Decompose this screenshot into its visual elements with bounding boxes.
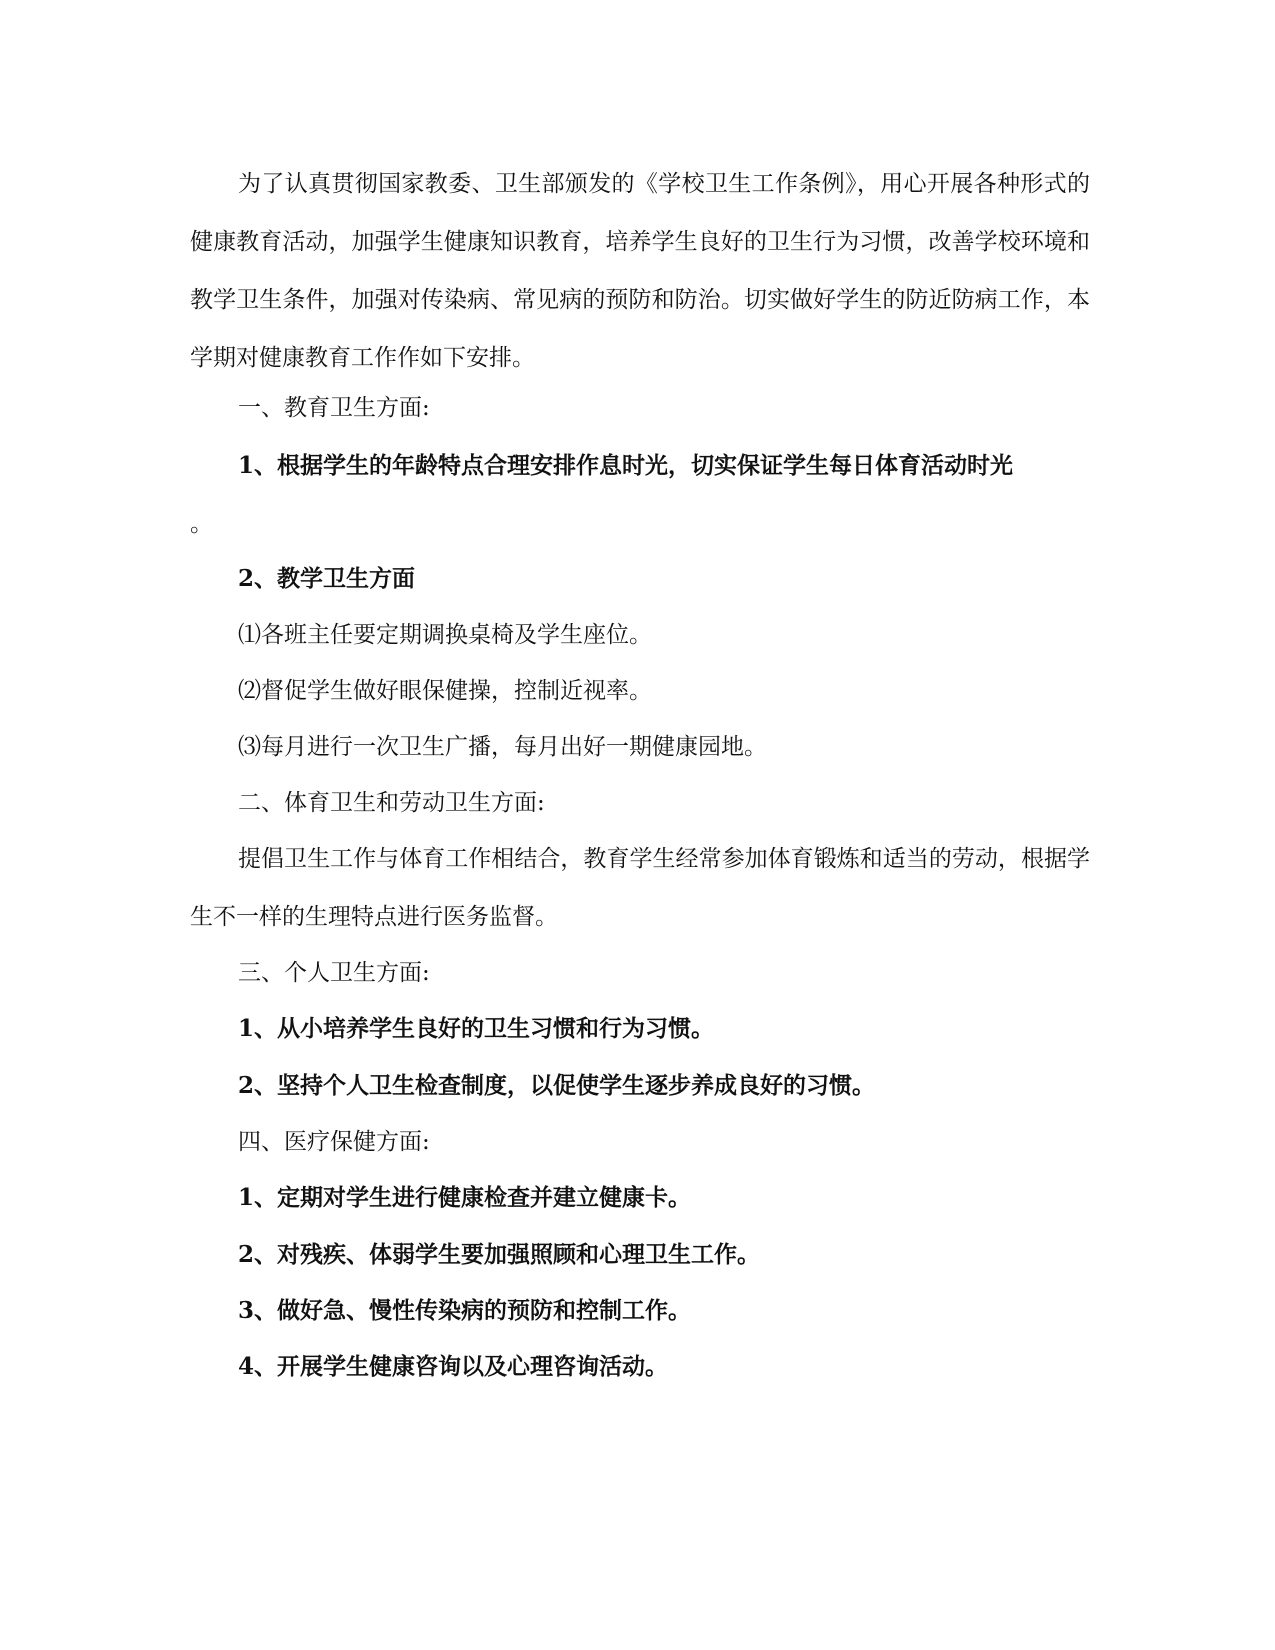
section3-heading: 三、个人卫生方面: [238,960,430,986]
section1-sub1: ⑴各班主任要定期调换桌椅及学生座位。 [238,622,652,648]
section4-item1: 1、定期对学生进行健康检查并建立健康卡。 [238,1184,692,1211]
section4-item2: 2、对残疾、体弱学生要加强照顾和心理卫生工作。 [238,1241,761,1268]
section1-item1: 1、根据学生的年龄特点合理安排作息时光，切实保证学生每日体育活动时光 [238,452,1014,479]
section1-item1-tail: 。 [190,511,213,537]
section4-item4: 4、开展学生健康咨询以及心理咨询活动。 [238,1353,669,1380]
section3-item1: 1、从小培养学生良好的卫生习惯和行为习惯。 [238,1015,715,1042]
section4-item3: 3、做好急、慢性传染病的预防和控制工作。 [238,1297,692,1324]
section3-item2: 2、坚持个人卫生检查制度，以促使学生逐步养成良好的习惯。 [238,1072,876,1099]
section1-heading: 一、教育卫生方面: [238,395,430,421]
section2-heading: 二、体育卫生和劳动卫生方面: [238,790,545,816]
section1-sub2: ⑵督促学生做好眼保健操，控制近视率。 [238,678,652,704]
section1-sub3: ⑶每月进行一次卫生广播，每月出好一期健康园地。 [238,734,767,760]
section4-heading: 四、医疗保健方面: [238,1129,430,1155]
section2-body: 提倡卫生工作与体育工作相结合，教育学生经常参加体育锻炼和适当的劳动，根据学生不一样的生理特点进行医务监督。 [190,846,1090,930]
section1-item2: 2、教学卫生方面 [238,565,416,592]
intro-paragraph: 为了认真贯彻国家教委、卫生部颁发的《学校卫生工作条例》，用心开展各种形式的健康教育活动，加强学生健康知识教育，培养学生良好的卫生行为习惯，改善学校环境和教学卫生条件，加强对传染病、常见病的预防和防治。切实做好学生的防近防病工作，本学期对健康教育工作作如下安排。 [190,171,1090,371]
